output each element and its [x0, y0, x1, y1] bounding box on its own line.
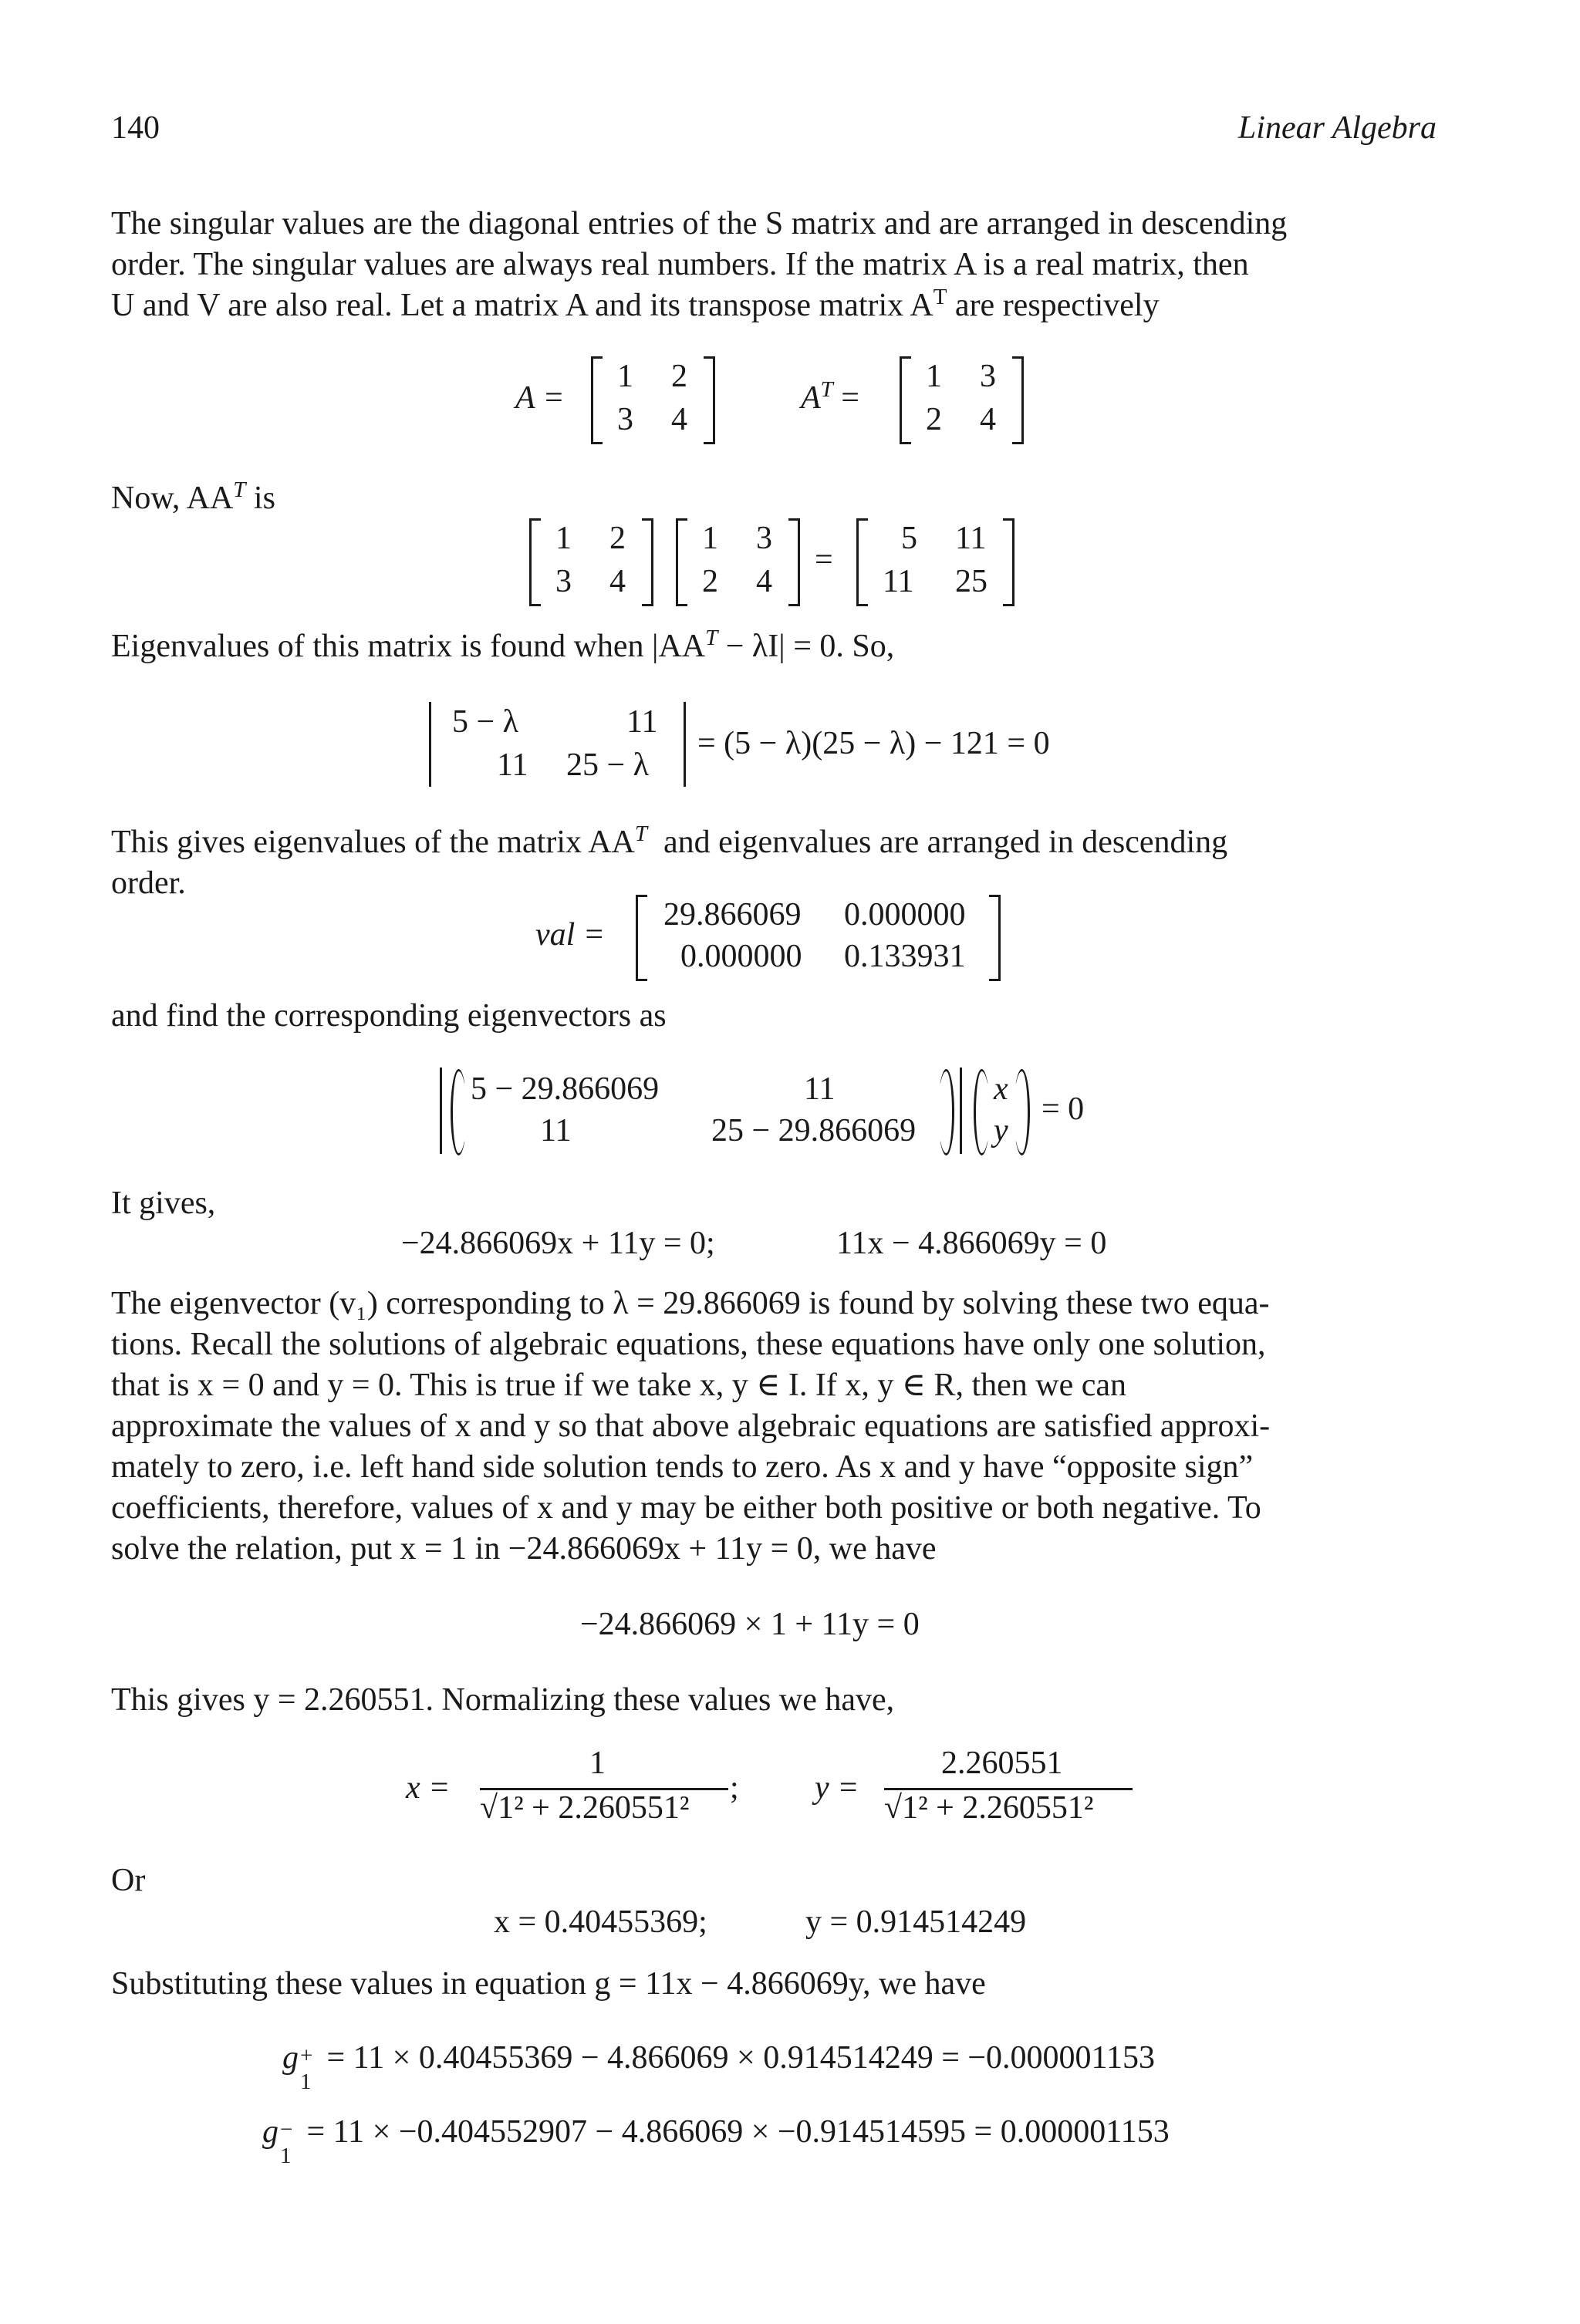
para3-line: solve the relation, put x = 1 in −24.866069x + 11y = 0, we have [111, 1531, 937, 1567]
now-line: Now, $AA^T$ is [111, 477, 275, 516]
or-line: Or [111, 1863, 146, 1898]
x-lhs: x = [406, 1770, 451, 1806]
prod-a-bracket-left [529, 518, 541, 606]
eigvec-bar-left [440, 1068, 442, 1154]
prod-at-bracket-left [676, 518, 687, 606]
para1-line1: The singular values are the diagonal entries of the S matrix and are arranged in descending [111, 206, 1288, 241]
matrix-at-bracket-left [900, 356, 911, 444]
substituting-line: Substituting these values in equation g = 11x − 4.866069y, we have [111, 1966, 986, 2002]
eigenvalues-line: Eigenvalues of this matrix is found when $|AA^T - \lambda I| = 0$. So, [111, 626, 895, 664]
y-numerator: 2.260551 [941, 1746, 1063, 1781]
matrix-a-cell: 2 [671, 359, 687, 394]
det-cell: 25 − λ [566, 747, 650, 783]
matrix-at-cell: 4 [980, 402, 996, 437]
prod-at-cell: 1 [702, 521, 718, 556]
prod-result-cell: 11 [883, 564, 914, 599]
find-eigenvectors-line: and find the corresponding eigenvectors as [111, 998, 667, 1034]
det-cell: 5 − λ [452, 704, 519, 740]
det-bar-left [429, 702, 431, 787]
substituted-equation: −24.866069 × 1 + 11y = 0 [580, 1607, 920, 1642]
prod-at-bracket-right [788, 518, 800, 606]
vec-paren-left [974, 1069, 990, 1155]
eigvec-bar-right [960, 1068, 962, 1154]
para3-line: The eigenvector (v₁) corresponding to λ = 29.866069 is found by solving these two equa- [111, 1286, 1270, 1321]
vec-paren-right [1014, 1069, 1030, 1155]
para3-line: approximate the values of x and y so that above algebraic equations are satisfied approxi- [111, 1408, 1271, 1444]
matrix-a-cell: 1 [617, 359, 633, 394]
det-cell: 11 [626, 704, 658, 740]
equation-1: −24.866069x + 11y = 0; [401, 1226, 715, 1261]
para2-line1: This gives eigenvalues of the matrix $AA^T$ and eigenvalues are arranged in descending [111, 821, 1228, 860]
vec-x: x [994, 1071, 1008, 1107]
det-bar-right [684, 702, 686, 787]
transpose-sup: T [933, 285, 947, 309]
running-title: Linear Algebra [1237, 110, 1437, 146]
para3-line: tions. Recall the solutions of algebraic equations, these equations have only one solution, [111, 1327, 1266, 1362]
para3-line: that is x = 0 and y = 0. This is true if we take x, y ∈ I. If x, y ∈ R, then we can [111, 1368, 1127, 1403]
val-cell: 0.000000 [680, 939, 802, 974]
prod-at-cell: 3 [756, 521, 772, 556]
x-denominator: √1² + 2.260551² [480, 1788, 689, 1829]
prod-a-cell: 1 [555, 521, 572, 556]
eigvec-cell: 11 [540, 1113, 572, 1149]
para3-line: coefficients, therefore, values of x and y may be either both positive or both negative. To [111, 1490, 1261, 1526]
para1-line3-tail: are respectively [954, 288, 1160, 323]
val-cell: 29.866069 [663, 897, 802, 933]
para1-line2: order. The singular values are always real numbers. If the matrix A is a real matrix, then [111, 247, 1249, 282]
eigvec-rhs: = 0 [1042, 1091, 1085, 1127]
matrix-a-bracket-left [591, 356, 603, 444]
g-plus-equation: g + 1 = 11 × 0.40455369 − 4.866069 × 0.914514249 = −0.000001153 [282, 2040, 1156, 2094]
matrix-a-label: A = [515, 380, 565, 416]
para2-line2: order. [111, 865, 186, 901]
eigvec-cell: 11 [804, 1071, 836, 1107]
it-gives-line: It gives, [111, 1186, 216, 1221]
x-value: x = 0.40455369; [494, 1904, 707, 1940]
val-cell: 0.000000 [844, 897, 966, 933]
matrix-a-bracket-right [704, 356, 715, 444]
val-bracket-left [636, 895, 647, 981]
matrix-at-cell: 1 [926, 359, 942, 394]
prod-a-bracket-right [642, 518, 653, 606]
matrix-a-cell: 3 [617, 402, 633, 437]
eigvec-cell: 5 − 29.866069 [471, 1071, 660, 1107]
prod-at-cell: 4 [756, 564, 772, 599]
prod-a-cell: 2 [609, 521, 626, 556]
prod-at-cell: 2 [702, 564, 718, 599]
vec-y: y [994, 1113, 1008, 1149]
gives-y-line: This gives y = 2.260551. Normalizing these values we have, [111, 1682, 895, 1718]
prod-result-cell: 5 [901, 521, 917, 556]
para3-line: mately to zero, i.e. left hand side solution tends to zero. As x and y have “opposite sign” [111, 1449, 1254, 1485]
prod-result-cell: 11 [955, 521, 987, 556]
para1-line3 [111, 285, 1160, 326]
prod-a-cell: 3 [555, 564, 572, 599]
prod-a-cell: 4 [609, 564, 626, 599]
para1-line3-text: U and V are also real. Let a matrix A and its transpose matrix A [111, 288, 933, 323]
val-bracket-right [989, 895, 1001, 981]
prod-result-cell: 25 [955, 564, 988, 599]
matrix-at-bracket-right [1012, 356, 1024, 444]
eigvec-paren-left [451, 1069, 467, 1155]
g-minus-equation: g − 1 = 11 × −0.404552907 − 4.866069 × −0.914514595 = 0.000001153 [262, 2114, 1170, 2168]
matrix-a-cell: 4 [671, 402, 687, 437]
matrix-at-cell: 3 [980, 359, 996, 394]
det-cell: 11 [497, 747, 528, 783]
page-number: 140 [111, 110, 160, 146]
val-cell: 0.133931 [844, 939, 966, 974]
eigvec-paren-right [938, 1069, 954, 1155]
val-label: val = [535, 917, 606, 953]
y-lhs: y = [815, 1770, 859, 1806]
prod-result-bracket-left [856, 518, 868, 606]
x-semicolon: ; [730, 1770, 739, 1806]
prod-result-bracket-right [1003, 518, 1015, 606]
prod-equals: = [815, 542, 833, 578]
matrix-at-label: $A^T$ = [801, 377, 859, 416]
eigvec-cell: 25 − 29.866069 [711, 1113, 917, 1149]
y-value: y = 0.914514249 [805, 1904, 1027, 1940]
matrix-at-cell: 2 [926, 402, 942, 437]
x-numerator: 1 [589, 1746, 606, 1781]
det-rhs: = (5 − λ)(25 − λ) − 121 = 0 [697, 726, 1050, 761]
equation-2: 11x − 4.866069y = 0 [836, 1226, 1107, 1261]
y-denominator: √1² + 2.260551² [884, 1788, 1093, 1829]
